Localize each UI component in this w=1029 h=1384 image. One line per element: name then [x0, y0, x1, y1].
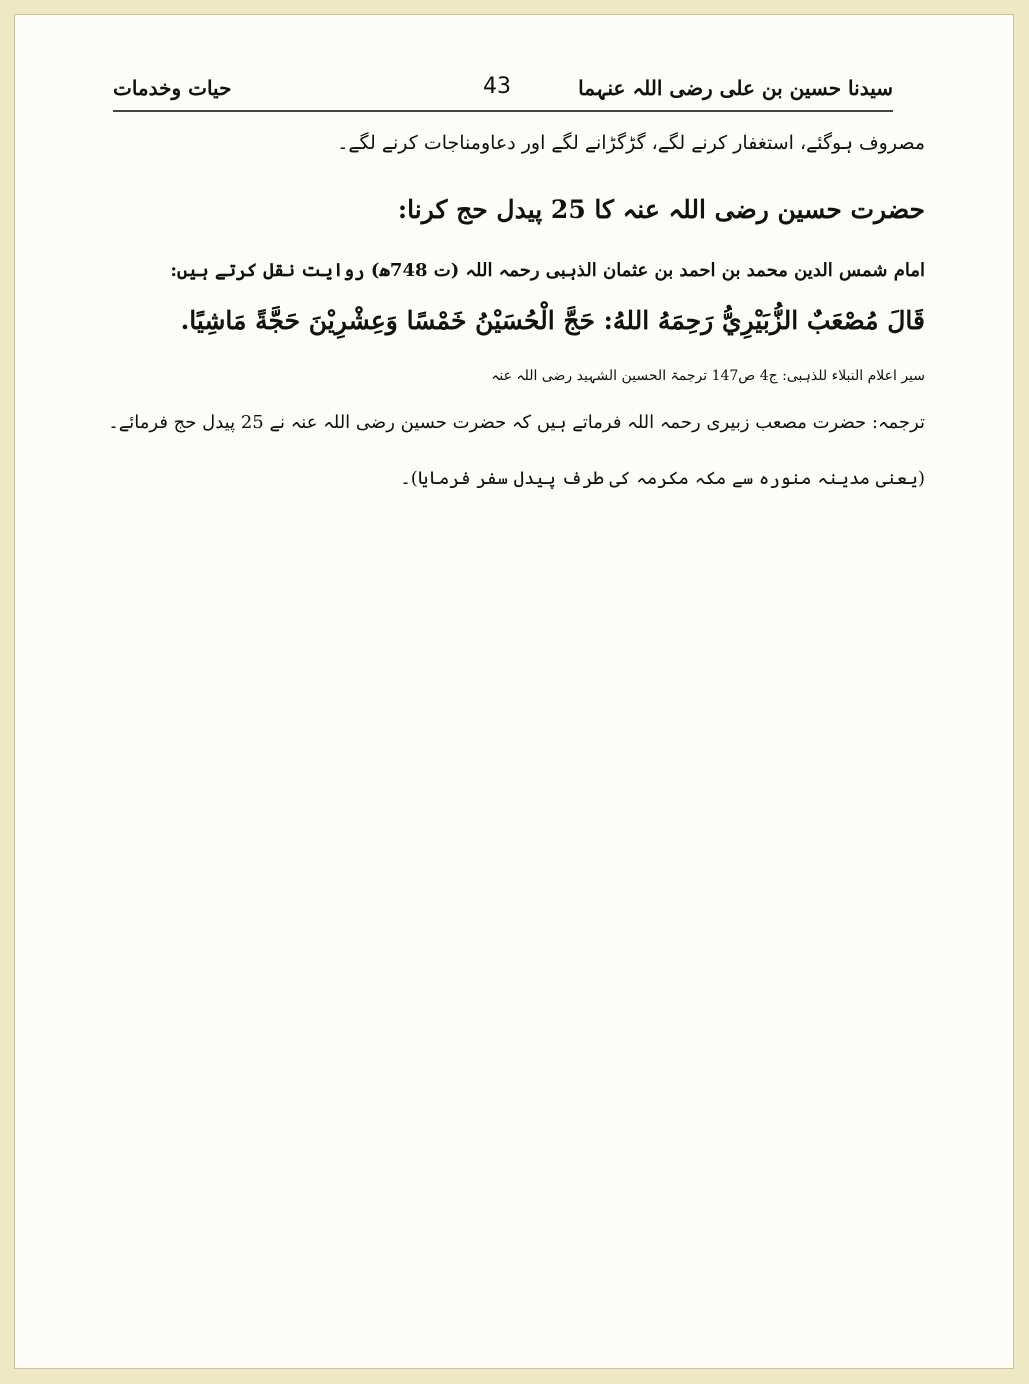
source-reference: سیر اعلام النبلاء للذہبی: ج4 ص147 ترجمۃ الحسین الشہید رضی اللہ عنہ	[491, 368, 925, 384]
page-number: 43	[483, 74, 511, 99]
header-rule	[113, 110, 893, 112]
paragraph-continuation: مصروف ہوگئے، استغفار کرنے لگے، گڑگڑانے لگے اور دعاومناجات کرنے لگے۔	[337, 132, 925, 154]
explanatory-note: (یعنی مدینہ منورہ سے مکہ مکرمہ کی طرف پیدل سفر فرمایا)۔	[400, 468, 925, 489]
arabic-quote: قَالَ مُصْعَبٌ الزُّبَيْرِيُّ رَحِمَهُ اللهُ: حَجَّ الْحُسَيْنُ خَمْسًا وَعِشْرِيْنَ حَجَّةً مَاشِيًا.	[180, 306, 925, 335]
narration-intro: امام شمس الدین محمد بن احمد بن عثمان الذہبی رحمہ اللہ (ت 748ھ) روایت نقل کرتے ہیں:	[170, 260, 925, 281]
book-title: سیدنا حسین بن علی رضی اللہ عنہما	[578, 76, 893, 100]
section-heading: حضرت حسین رضی اللہ عنہ کا 25 پیدل حج کرنا:	[397, 195, 925, 224]
running-header	[113, 74, 893, 110]
translation-text: ترجمہ: حضرت مصعب زبیری رحمہ اللہ فرماتے ہیں کہ حضرت حسین رضی اللہ عنہ نے 25 پیدل حج فرمائے۔	[108, 412, 925, 433]
section-title: حیات وخدمات	[113, 76, 232, 100]
